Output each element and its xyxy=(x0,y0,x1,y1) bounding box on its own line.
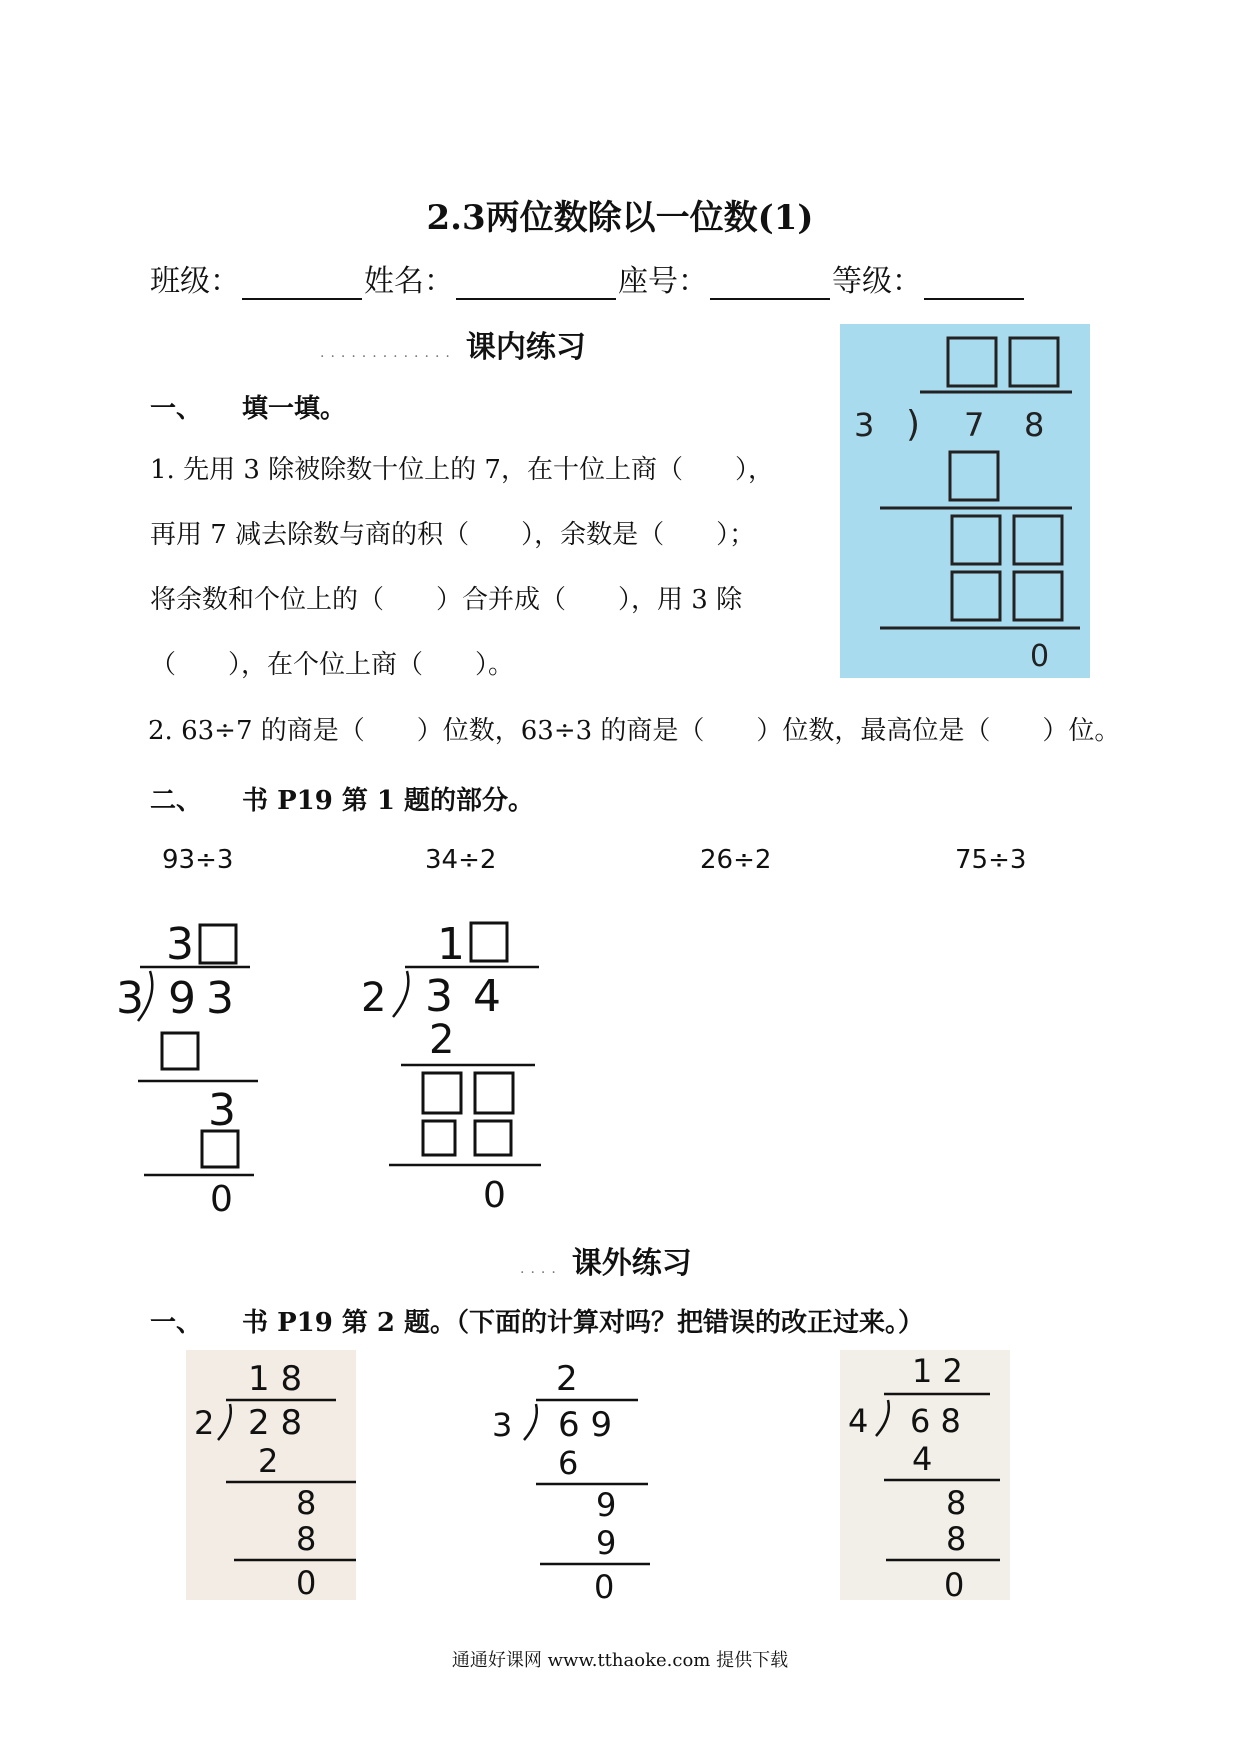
fig-d-bracket xyxy=(524,1404,537,1440)
fig-c-s3: 8 xyxy=(296,1520,317,1558)
page-title: 2.3两位数除以一位数(1) xyxy=(426,198,814,238)
fig-a-divisor: 3 xyxy=(116,973,144,1024)
fig-c-s1: 2 xyxy=(258,1442,279,1480)
seat-label: 座号： xyxy=(618,264,708,299)
divisor: 3 xyxy=(854,406,875,444)
q1-line3: 将余数和个位上的（ ）合并成（ ），用 3 除 xyxy=(150,585,743,615)
fig-e-end: 0 xyxy=(944,1566,965,1600)
fig-a-mid: 3 xyxy=(208,1085,236,1136)
fig-e-s3: 8 xyxy=(946,1520,967,1558)
product2-box-tens[interactable] xyxy=(952,572,1000,620)
division-figure-photo xyxy=(840,324,1090,678)
class-label: 班级： xyxy=(150,264,240,299)
fig-d-quotient: 2 xyxy=(556,1359,578,1399)
product2-box-ones[interactable] xyxy=(1014,572,1062,620)
fig-c-s2: 8 xyxy=(296,1484,317,1522)
fig-b-bracket xyxy=(393,971,408,1017)
fig-c-dividend: 2 8 xyxy=(248,1403,303,1443)
fig-b-prod-box-tens[interactable] xyxy=(423,1121,455,1155)
q1-line4: （ ），在个位上商（ ）。 xyxy=(150,650,515,680)
fig-a-dividend-tens: 9 xyxy=(168,973,196,1024)
section-in-class-title: ............. 课内练习 xyxy=(320,330,586,365)
dividend-ones: 8 xyxy=(1024,406,1045,444)
fig-d-end: 0 xyxy=(594,1568,615,1600)
fig-e-bracket xyxy=(876,1400,889,1436)
fig-c-end: 0 xyxy=(296,1564,317,1600)
footer-source: 通通好课网 www.tthaoke.com 提供下载 xyxy=(451,1650,789,1671)
figure-93-div-3 xyxy=(110,905,270,1215)
quotient-box-ones[interactable] xyxy=(1010,338,1058,386)
fig-a-product-box[interactable] xyxy=(162,1033,198,1069)
final-remainder: 0 xyxy=(1030,639,1050,674)
fig-e-s2: 8 xyxy=(946,1484,967,1522)
fig-e-s1: 4 xyxy=(912,1440,933,1478)
fig-b-prod-box-ones[interactable] xyxy=(475,1121,511,1155)
fig-b-divisor: 2 xyxy=(361,975,387,1021)
division-figure-svg xyxy=(840,324,1090,678)
fig-a-quotient-box[interactable] xyxy=(200,925,236,963)
fig-d-s3: 9 xyxy=(596,1524,617,1562)
fig-c-quotient: 1 8 xyxy=(248,1359,303,1399)
fig-a-product2-box[interactable] xyxy=(202,1131,238,1167)
fig-d-dividend: 6 9 xyxy=(558,1405,613,1445)
quotient-box-tens[interactable] xyxy=(948,338,996,386)
dots-decoration-2: .... xyxy=(520,1261,562,1277)
figure-28-div-2 xyxy=(186,1350,356,1600)
fig-e-divisor: 4 xyxy=(848,1402,869,1440)
dots-decoration: ............. xyxy=(320,345,456,361)
fig-a-dividend-ones: 3 xyxy=(206,973,234,1024)
fig-c-bracket xyxy=(218,1404,231,1440)
part1-heading: 一、 填一填。 xyxy=(150,394,347,424)
problem-3: 26÷2 xyxy=(700,845,772,875)
remainder-box-ones[interactable] xyxy=(1014,516,1062,564)
fig-a-end: 0 xyxy=(210,1179,233,1215)
problem-1: 93÷3 xyxy=(162,845,234,875)
fig-d-s1: 6 xyxy=(558,1444,579,1482)
grade-blank[interactable] xyxy=(924,266,1024,300)
seat-blank[interactable] xyxy=(710,266,830,300)
fig-e-dividend: 6 8 xyxy=(910,1402,961,1440)
problem-2: 34÷2 xyxy=(425,845,497,875)
bracket: ) xyxy=(906,404,921,445)
fig-b-quotient-tens: 1 xyxy=(437,919,465,970)
name-blank[interactable] xyxy=(456,266,616,300)
q1-line2: 再用 7 减去除数与商的积（ ），余数是（ ）； xyxy=(150,520,756,550)
fig-b-end: 0 xyxy=(483,1175,506,1215)
fig-b-dividend-tens: 3 xyxy=(425,971,453,1022)
fig-a-quotient-tens: 3 xyxy=(166,919,194,970)
fig-b-quotient-box[interactable] xyxy=(471,923,507,961)
remainder-box-tens[interactable] xyxy=(952,516,1000,564)
fig-d-divisor: 3 xyxy=(492,1406,513,1444)
grade-label: 等级： xyxy=(832,264,922,299)
figure-68-div-4 xyxy=(840,1350,1010,1600)
problem-4: 75÷3 xyxy=(955,845,1027,875)
part2-heading: 二、 书 P19 第 1 题的部分。 xyxy=(150,786,535,816)
q2-line: 2. 63÷7 的商是（ ）位数，63÷3 的商是（ ）位数，最高位是（ ）位。 xyxy=(148,716,1121,746)
fig-b-dividend-ones: 4 xyxy=(473,971,501,1022)
name-label: 姓名： xyxy=(364,264,454,299)
student-info-row xyxy=(150,256,1026,300)
fig-b-mid: 2 xyxy=(429,1017,455,1063)
class-blank[interactable] xyxy=(242,266,362,300)
out-part1-heading: 一、 书 P19 第 2 题。（下面的计算对吗？把错误的改正过来。） xyxy=(150,1308,925,1338)
fig-e-quotient: 1 2 xyxy=(912,1352,963,1390)
product-box[interactable] xyxy=(950,452,998,500)
dividend-tens: 7 xyxy=(964,406,985,444)
fig-b-rem-box-ones[interactable] xyxy=(475,1073,513,1113)
section-out-class-title: .... 课外练习 xyxy=(520,1246,692,1281)
figure-69-div-3 xyxy=(488,1350,658,1600)
fig-d-s2: 9 xyxy=(596,1486,617,1524)
fig-c-divisor: 2 xyxy=(194,1404,215,1442)
q1-line1: 1. 先用 3 除被除数十位上的 7，在十位上商（ ）， xyxy=(150,455,774,485)
fig-b-rem-box-tens[interactable] xyxy=(423,1073,461,1113)
figure-34-div-2 xyxy=(355,905,555,1215)
